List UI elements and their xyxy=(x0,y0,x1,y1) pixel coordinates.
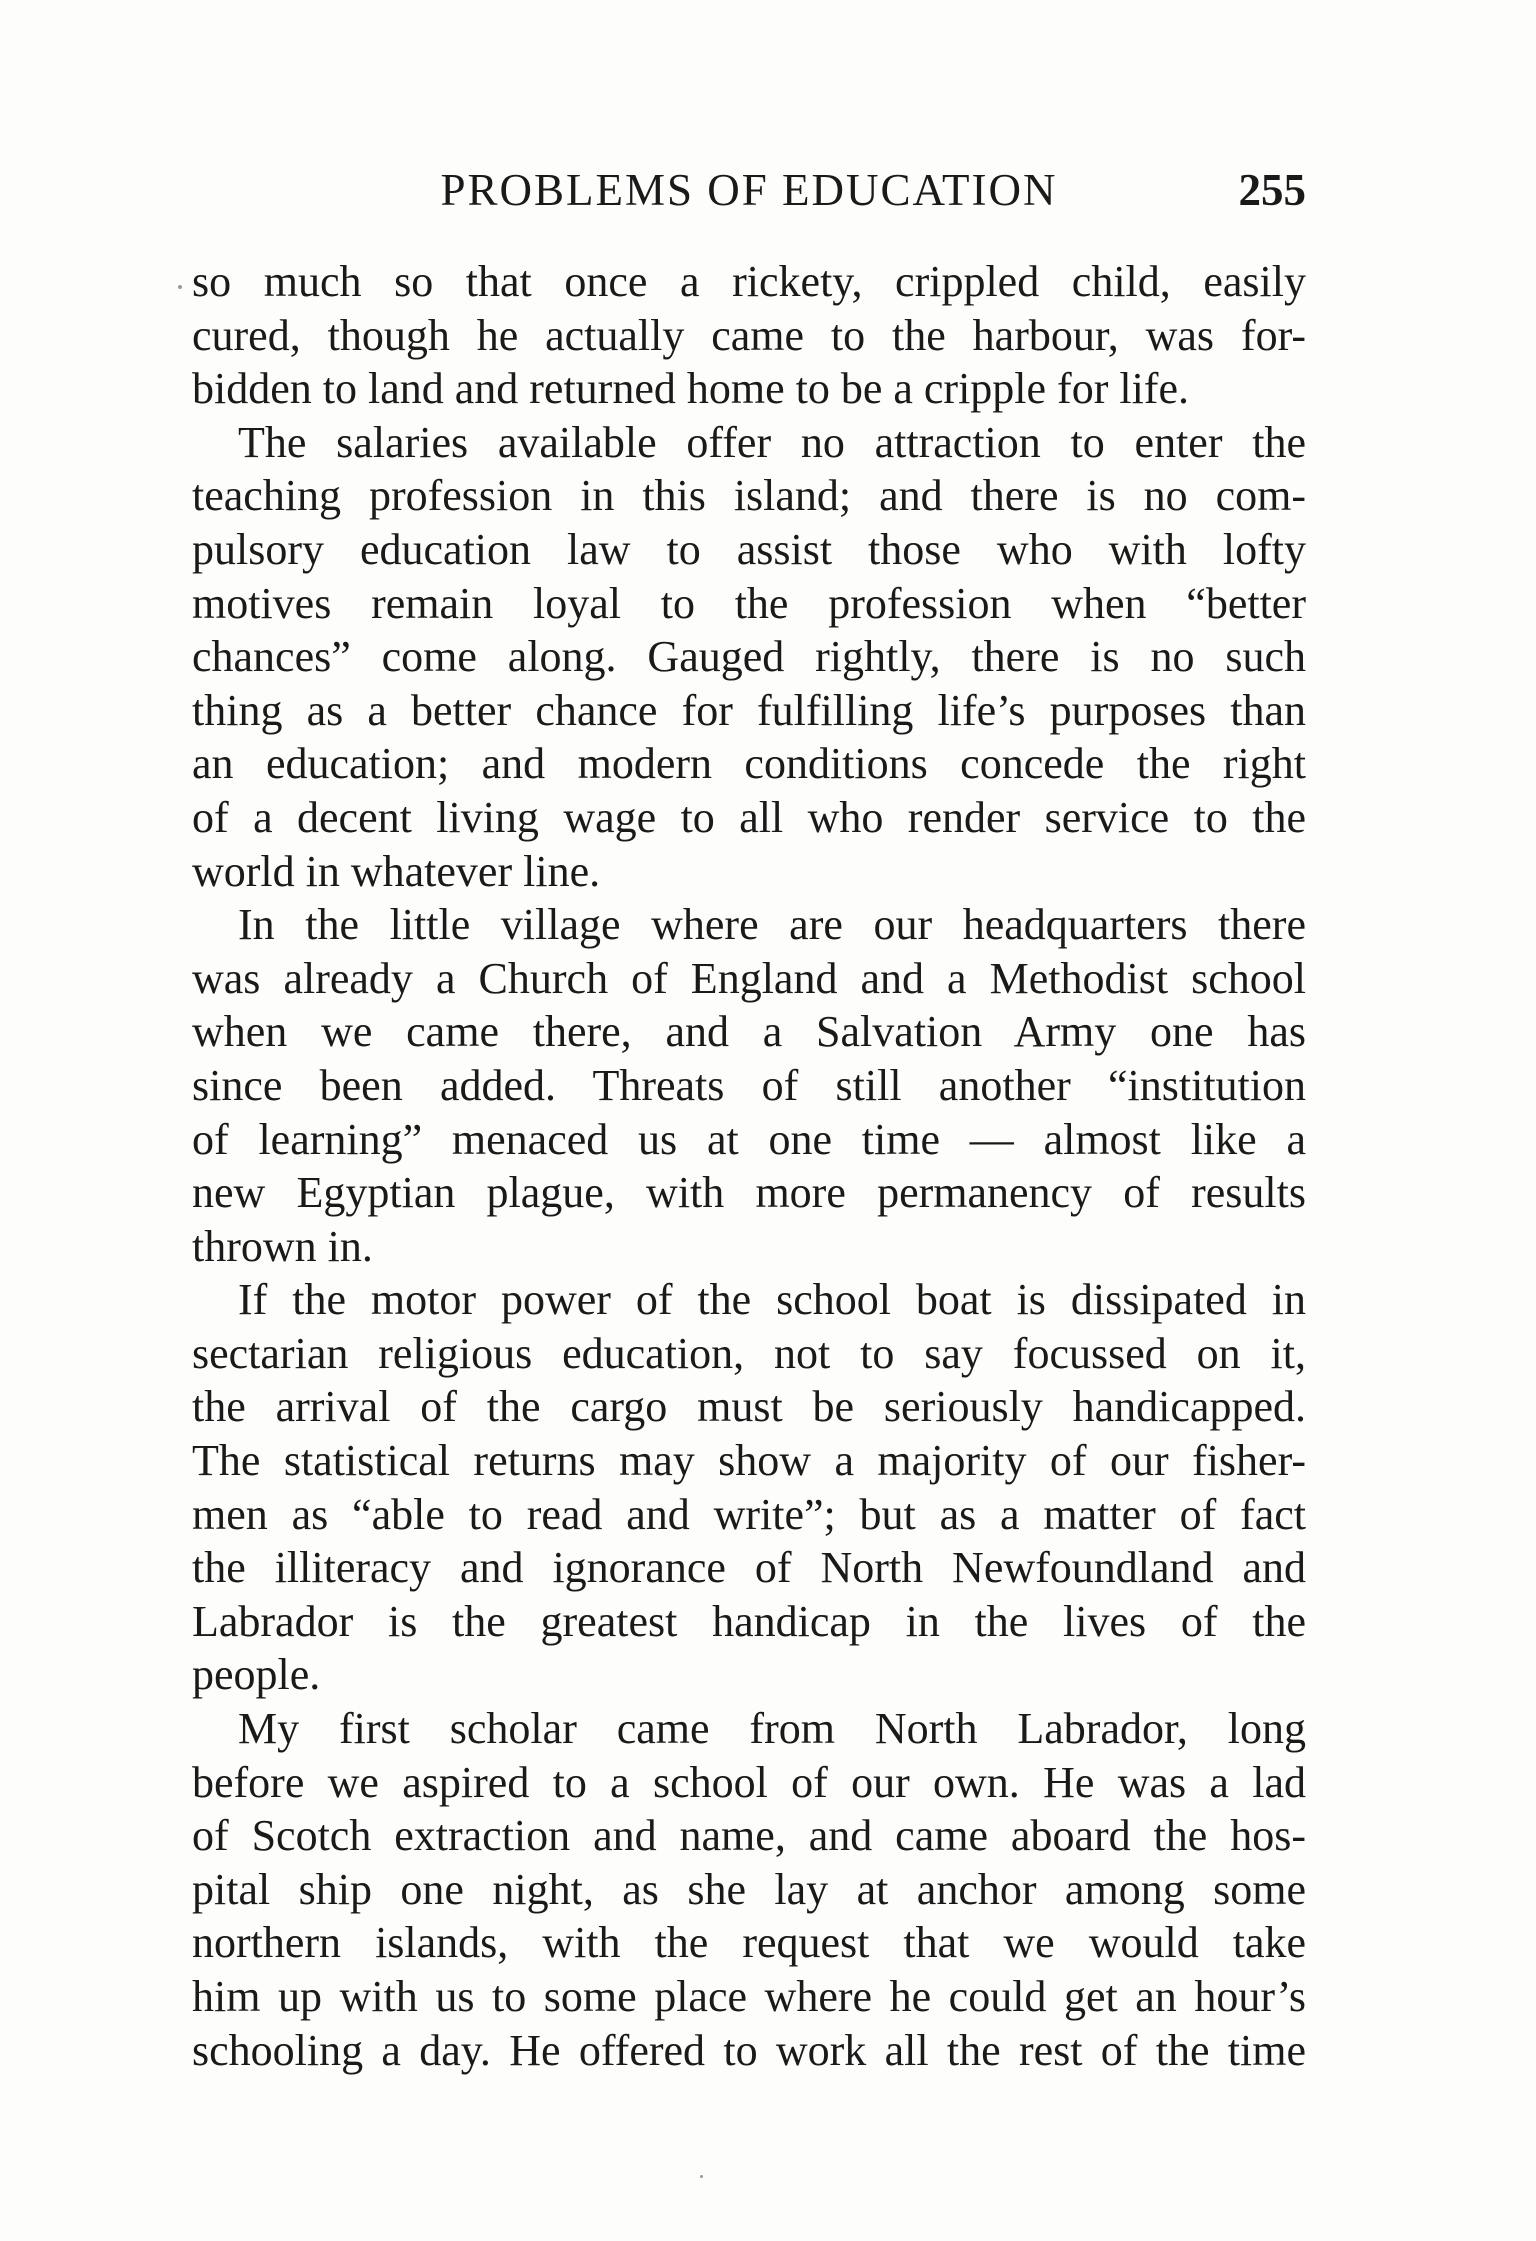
page-number: 255 xyxy=(1238,165,1306,215)
text-line: pital ship one night, as she lay at anchor among some xyxy=(192,1864,1306,1914)
text-line: of Scotch extraction and name, and came aboard the hos- xyxy=(192,1811,1306,1861)
text-line: schooling a day. He offered to work all the rest of the time xyxy=(192,2025,1306,2075)
text-line: pulsory education law to assist those who with lofty xyxy=(192,524,1306,574)
text-line: when we came there, and a Salvation Army one has xyxy=(192,1007,1306,1057)
text-line: motives remain loyal to the profession when “better xyxy=(192,578,1306,628)
text-line: northern islands, with the request that we would take xyxy=(192,1918,1306,1968)
running-head xyxy=(192,160,1306,220)
text-line: cured, though he actually came to the harbour, was for- xyxy=(192,310,1306,360)
text-line: people. xyxy=(192,1650,321,1700)
text-line: Labrador is the greatest handicap in the lives of the xyxy=(192,1596,1306,1646)
text-line: an education; and modern conditions concede the right xyxy=(192,739,1306,789)
chapter-title: PROBLEMS OF EDUCATION xyxy=(440,165,1058,215)
text-line: the arrival of the cargo must be seriously handicapped. xyxy=(192,1382,1306,1432)
text-line: chances” come along. Gauged rightly, there is no such xyxy=(192,632,1306,682)
text-line: so much so that once a rickety, crippled child, easily xyxy=(192,257,1306,306)
text-line: the illiteracy and ignorance of North Newfoundland and xyxy=(192,1543,1306,1593)
text-line: of a decent living wage to all who render service to the xyxy=(192,792,1306,842)
text-line: new Egyptian plague, with more permanency of results xyxy=(192,1168,1306,1218)
text-line: thrown in. xyxy=(192,1221,373,1271)
text-line: My first scholar came from North Labrador, long xyxy=(238,1704,1306,1754)
scan-speck xyxy=(700,2175,703,2178)
text-line: him up with us to some place where he could get an hour’s xyxy=(192,1972,1306,2021)
text-line: of learning” menaced us at one time — almost like a xyxy=(192,1114,1306,1164)
text-line: was already a Church of England and a Methodist school xyxy=(192,953,1306,1003)
scan-speck xyxy=(178,285,182,289)
body-text xyxy=(192,255,1306,2077)
text-line: bidden to land and returned home to be a cripple for life. xyxy=(192,364,1189,414)
text-line: If the motor power of the school boat is dissipated in xyxy=(238,1275,1306,1325)
text-line: The salaries available offer no attraction to enter the xyxy=(238,417,1306,467)
text-line: men as “able to read and write”; but as a matter of fact xyxy=(192,1489,1306,1539)
text-line: In the little village where are our headquarters there xyxy=(238,900,1306,950)
text-line: The statistical returns may show a majority of our fisher- xyxy=(192,1436,1306,1486)
text-line: since been added. Threats of still another “institution xyxy=(192,1060,1306,1110)
text-line: world in whatever line. xyxy=(192,846,601,896)
text-line: before we aspired to a school of our own. He was a lad xyxy=(192,1757,1306,1807)
text-line: thing as a better chance for fulfilling life’s purposes than xyxy=(192,685,1306,735)
text-line: teaching profession in this island; and there is no com- xyxy=(192,471,1306,521)
text-line: sectarian religious education, not to say focussed on it, xyxy=(192,1328,1306,1378)
